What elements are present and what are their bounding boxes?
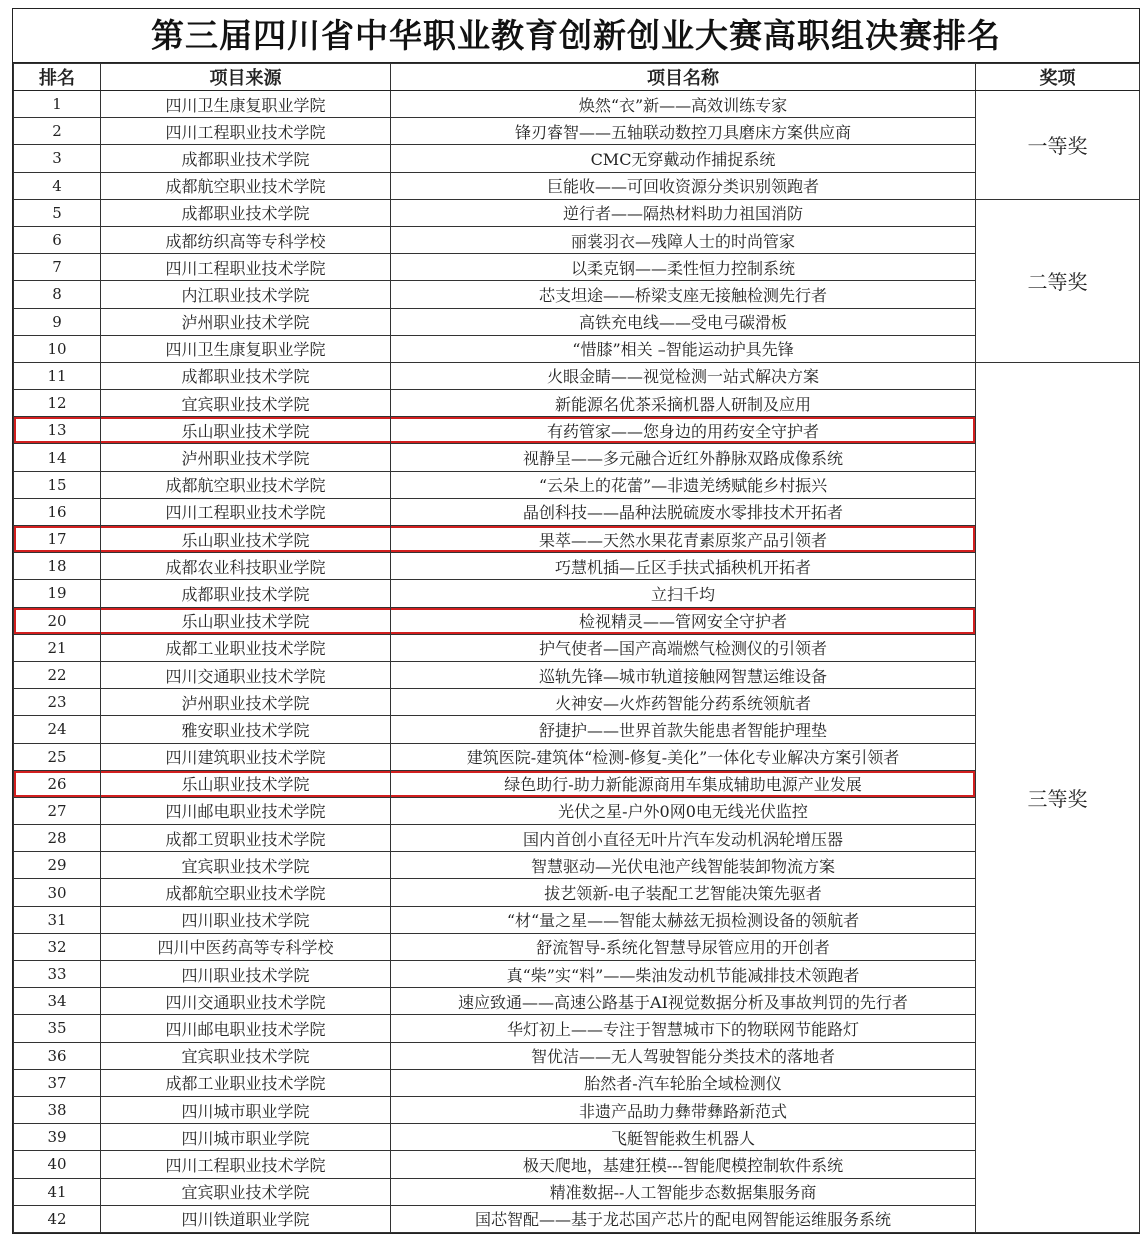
rank-cell: 10: [14, 335, 101, 362]
header-award: 奖项: [976, 64, 1140, 91]
rank-cell: 17: [14, 526, 101, 553]
table-row: [14, 1124, 1140, 1151]
rank-cell: 24: [14, 716, 101, 743]
table-row: [14, 716, 1140, 743]
table-row: [14, 906, 1140, 933]
table-row: [14, 797, 1140, 824]
table-row: [14, 145, 1140, 172]
rank-cell: 1: [14, 91, 101, 118]
rank-cell: 8: [14, 281, 101, 308]
project-name-cell: 晶创科技——晶种法脱硫废水零排技术开拓者: [391, 498, 976, 525]
project-name-cell: 精准数据--人工智能步态数据集服务商: [391, 1178, 976, 1205]
rank-cell: 13: [14, 417, 101, 444]
project-name-cell: 非遗产品助力彝带彝路新范式: [391, 1096, 976, 1123]
project-name-cell: 焕然“衣”新——高效训练专家: [391, 91, 976, 118]
table-row: [14, 634, 1140, 661]
rank-cell: 28: [14, 825, 101, 852]
source-cell: 成都航空职业技术学院: [101, 172, 391, 199]
source-cell: 四川邮电职业技术学院: [101, 1015, 391, 1042]
project-name-cell: 芯支坦途——桥梁支座无接触检测先行者: [391, 281, 976, 308]
source-cell: 宜宾职业技术学院: [101, 852, 391, 879]
table-row: [14, 770, 1140, 797]
page-title: 第三届四川省中华职业教育创新创业大赛高职组决赛排名: [13, 9, 1139, 63]
source-cell: 四川交通职业技术学院: [101, 988, 391, 1015]
source-cell: 雅安职业技术学院: [101, 716, 391, 743]
source-cell: 四川工程职业技术学院: [101, 254, 391, 281]
project-name-cell: 丽裳羽衣—残障人士的时尚管家: [391, 226, 976, 253]
source-cell: 内江职业技术学院: [101, 281, 391, 308]
project-name-cell: 国芯智配——基于龙芯国产芯片的配电网智能运维服务系统: [391, 1205, 976, 1232]
rank-cell: 33: [14, 961, 101, 988]
award-cell: 一等奖: [976, 91, 1140, 200]
project-name-cell: 有药管家——您身边的用药安全守护者: [391, 417, 976, 444]
project-name-cell: “云朵上的花蕾”—非遗羌绣赋能乡村振兴: [391, 471, 976, 498]
table-row: [14, 526, 1140, 553]
source-cell: 泸州职业技术学院: [101, 444, 391, 471]
table-row: [14, 254, 1140, 281]
source-cell: 宜宾职业技术学院: [101, 1042, 391, 1069]
source-cell: 四川工程职业技术学院: [101, 1151, 391, 1178]
ranking-table: [13, 63, 1140, 1233]
source-cell: 成都纺织高等专科学校: [101, 226, 391, 253]
header-rank: 排名: [14, 64, 101, 91]
project-name-cell: 新能源名优茶采摘机器人研制及应用: [391, 390, 976, 417]
table-row: [14, 1015, 1140, 1042]
table-row: [14, 308, 1140, 335]
source-cell: 四川卫生康复职业学院: [101, 91, 391, 118]
rank-cell: 42: [14, 1205, 101, 1232]
source-cell: 乐山职业技术学院: [101, 770, 391, 797]
project-name-cell: 果萃——天然水果花青素原浆产品引领者: [391, 526, 976, 553]
source-cell: 四川工程职业技术学院: [101, 498, 391, 525]
rank-cell: 15: [14, 471, 101, 498]
table-row: [14, 689, 1140, 716]
rank-cell: 20: [14, 607, 101, 634]
rank-cell: 29: [14, 852, 101, 879]
source-cell: 四川城市职业学院: [101, 1124, 391, 1151]
rank-cell: 32: [14, 933, 101, 960]
table-row: [14, 199, 1140, 226]
rank-cell: 2: [14, 118, 101, 145]
source-cell: 乐山职业技术学院: [101, 526, 391, 553]
project-name-cell: 巧慧机插—丘区手扶式插秧机开拓者: [391, 553, 976, 580]
rank-cell: 9: [14, 308, 101, 335]
project-name-cell: 火神安—火炸药智能分药系统领航者: [391, 689, 976, 716]
table-row: [14, 281, 1140, 308]
source-cell: 四川职业技术学院: [101, 906, 391, 933]
table-row: [14, 661, 1140, 688]
rank-cell: 26: [14, 770, 101, 797]
project-name-cell: CMC无穿戴动作捕捉系统: [391, 145, 976, 172]
rank-cell: 14: [14, 444, 101, 471]
rank-cell: 11: [14, 362, 101, 389]
rank-cell: 23: [14, 689, 101, 716]
source-cell: 泸州职业技术学院: [101, 308, 391, 335]
table-header-row: [14, 64, 1140, 91]
source-cell: 成都航空职业技术学院: [101, 879, 391, 906]
source-cell: 成都工贸职业技术学院: [101, 825, 391, 852]
project-name-cell: 极天爬地，基建狂模---智能爬模控制软件系统: [391, 1151, 976, 1178]
table-row: [14, 825, 1140, 852]
rank-cell: 18: [14, 553, 101, 580]
source-cell: 四川城市职业学院: [101, 1096, 391, 1123]
project-name-cell: 逆行者——隔热材料助力祖国消防: [391, 199, 976, 226]
rank-cell: 30: [14, 879, 101, 906]
source-cell: 泸州职业技术学院: [101, 689, 391, 716]
project-name-cell: 检视精灵——管网安全守护者: [391, 607, 976, 634]
rank-cell: 5: [14, 199, 101, 226]
source-cell: 成都职业技术学院: [101, 580, 391, 607]
project-name-cell: 巡轨先锋—城市轨道接触网智慧运维设备: [391, 661, 976, 688]
source-cell: 乐山职业技术学院: [101, 417, 391, 444]
rank-cell: 38: [14, 1096, 101, 1123]
header-name: 项目名称: [391, 64, 976, 91]
table-row: [14, 1042, 1140, 1069]
source-cell: 四川卫生康复职业学院: [101, 335, 391, 362]
rank-cell: 31: [14, 906, 101, 933]
source-cell: 成都航空职业技术学院: [101, 471, 391, 498]
table-row: [14, 607, 1140, 634]
table-row: [14, 852, 1140, 879]
project-name-cell: 护气使者—国产高端燃气检测仪的引领者: [391, 634, 976, 661]
rank-cell: 16: [14, 498, 101, 525]
table-row: [14, 1205, 1140, 1232]
table-row: [14, 879, 1140, 906]
rank-cell: 6: [14, 226, 101, 253]
table-row: [14, 335, 1140, 362]
table-row: [14, 91, 1140, 118]
table-row: [14, 172, 1140, 199]
project-name-cell: 胎然者-汽车轮胎全域检测仪: [391, 1069, 976, 1096]
table-row: [14, 362, 1140, 389]
source-cell: 成都职业技术学院: [101, 145, 391, 172]
source-cell: 四川邮电职业技术学院: [101, 797, 391, 824]
project-name-cell: 视静呈——多元融合近红外静脉双路成像系统: [391, 444, 976, 471]
table-row: [14, 988, 1140, 1015]
table-body: [14, 91, 1140, 1233]
table-row: [14, 1096, 1140, 1123]
table-row: [14, 390, 1140, 417]
rank-cell: 7: [14, 254, 101, 281]
rank-cell: 21: [14, 634, 101, 661]
project-name-cell: 舒流智导-系统化智慧导尿管应用的开创者: [391, 933, 976, 960]
rank-cell: 22: [14, 661, 101, 688]
project-name-cell: 拔艺领新-电子装配工艺智能决策先驱者: [391, 879, 976, 906]
rank-cell: 36: [14, 1042, 101, 1069]
project-name-cell: 国内首创小直径无叶片汽车发动机涡轮增压器: [391, 825, 976, 852]
rank-cell: 34: [14, 988, 101, 1015]
source-cell: 成都工业职业技术学院: [101, 634, 391, 661]
source-cell: 宜宾职业技术学院: [101, 390, 391, 417]
project-name-cell: 锋刃睿智——五轴联动数控刀具磨床方案供应商: [391, 118, 976, 145]
project-name-cell: 巨能收——可回收资源分类识别领跑者: [391, 172, 976, 199]
ranking-sheet: [12, 8, 1140, 1234]
project-name-cell: “材“量之星——智能太赫兹无损检测设备的领航者: [391, 906, 976, 933]
source-cell: 四川铁道职业学院: [101, 1205, 391, 1232]
award-cell: 二等奖: [976, 199, 1140, 362]
table-row: [14, 961, 1140, 988]
table-row: [14, 580, 1140, 607]
project-name-cell: “惜膝”相关 –智能运动护具先锋: [391, 335, 976, 362]
award-cell: 三等奖: [976, 362, 1140, 1232]
table-row: [14, 1178, 1140, 1205]
table-row: [14, 118, 1140, 145]
table-row: [14, 498, 1140, 525]
project-name-cell: 高铁充电线——受电弓碳滑板: [391, 308, 976, 335]
source-cell: 成都工业职业技术学院: [101, 1069, 391, 1096]
project-name-cell: 立扫千均: [391, 580, 976, 607]
project-name-cell: 火眼金睛——视觉检测一站式解决方案: [391, 362, 976, 389]
source-cell: 四川交通职业技术学院: [101, 661, 391, 688]
source-cell: 四川中医药高等专科学校: [101, 933, 391, 960]
source-cell: 四川工程职业技术学院: [101, 118, 391, 145]
header-source: 项目来源: [101, 64, 391, 91]
table-row: [14, 933, 1140, 960]
project-name-cell: 真“柴”实“料”——柴油发动机节能减排技术领跑者: [391, 961, 976, 988]
project-name-cell: 飞艇智能救生机器人: [391, 1124, 976, 1151]
table-row: [14, 1151, 1140, 1178]
source-cell: 成都农业科技职业学院: [101, 553, 391, 580]
table-row: [14, 471, 1140, 498]
table-row: [14, 1069, 1140, 1096]
rank-cell: 19: [14, 580, 101, 607]
project-name-cell: 华灯初上——专注于智慧城市下的物联网节能路灯: [391, 1015, 976, 1042]
rank-cell: 39: [14, 1124, 101, 1151]
project-name-cell: 建筑医院-建筑体“检测-修复-美化”一体化专业解决方案引领者: [391, 743, 976, 770]
rank-cell: 4: [14, 172, 101, 199]
table-row: [14, 743, 1140, 770]
rank-cell: 27: [14, 797, 101, 824]
project-name-cell: 绿色助行-助力新能源商用车集成辅助电源产业发展: [391, 770, 976, 797]
rank-cell: 41: [14, 1178, 101, 1205]
table-row: [14, 444, 1140, 471]
rank-cell: 40: [14, 1151, 101, 1178]
rank-cell: 37: [14, 1069, 101, 1096]
rank-cell: 3: [14, 145, 101, 172]
project-name-cell: 速应致通——高速公路基于AI视觉数据分析及事故判罚的先行者: [391, 988, 976, 1015]
project-name-cell: 光伏之星-户外0网0电无线光伏监控: [391, 797, 976, 824]
rank-cell: 12: [14, 390, 101, 417]
source-cell: 乐山职业技术学院: [101, 607, 391, 634]
rank-cell: 25: [14, 743, 101, 770]
project-name-cell: 智优洁——无人驾驶智能分类技术的落地者: [391, 1042, 976, 1069]
source-cell: 宜宾职业技术学院: [101, 1178, 391, 1205]
project-name-cell: 舒捷护——世界首款失能患者智能护理垫: [391, 716, 976, 743]
rank-cell: 35: [14, 1015, 101, 1042]
source-cell: 成都职业技术学院: [101, 362, 391, 389]
table-row: [14, 226, 1140, 253]
source-cell: 四川职业技术学院: [101, 961, 391, 988]
table-row: [14, 417, 1140, 444]
table-row: [14, 553, 1140, 580]
source-cell: 成都职业技术学院: [101, 199, 391, 226]
project-name-cell: 智慧驱动—光伏电池产线智能装卸物流方案: [391, 852, 976, 879]
source-cell: 四川建筑职业技术学院: [101, 743, 391, 770]
project-name-cell: 以柔克钢——柔性恒力控制系统: [391, 254, 976, 281]
